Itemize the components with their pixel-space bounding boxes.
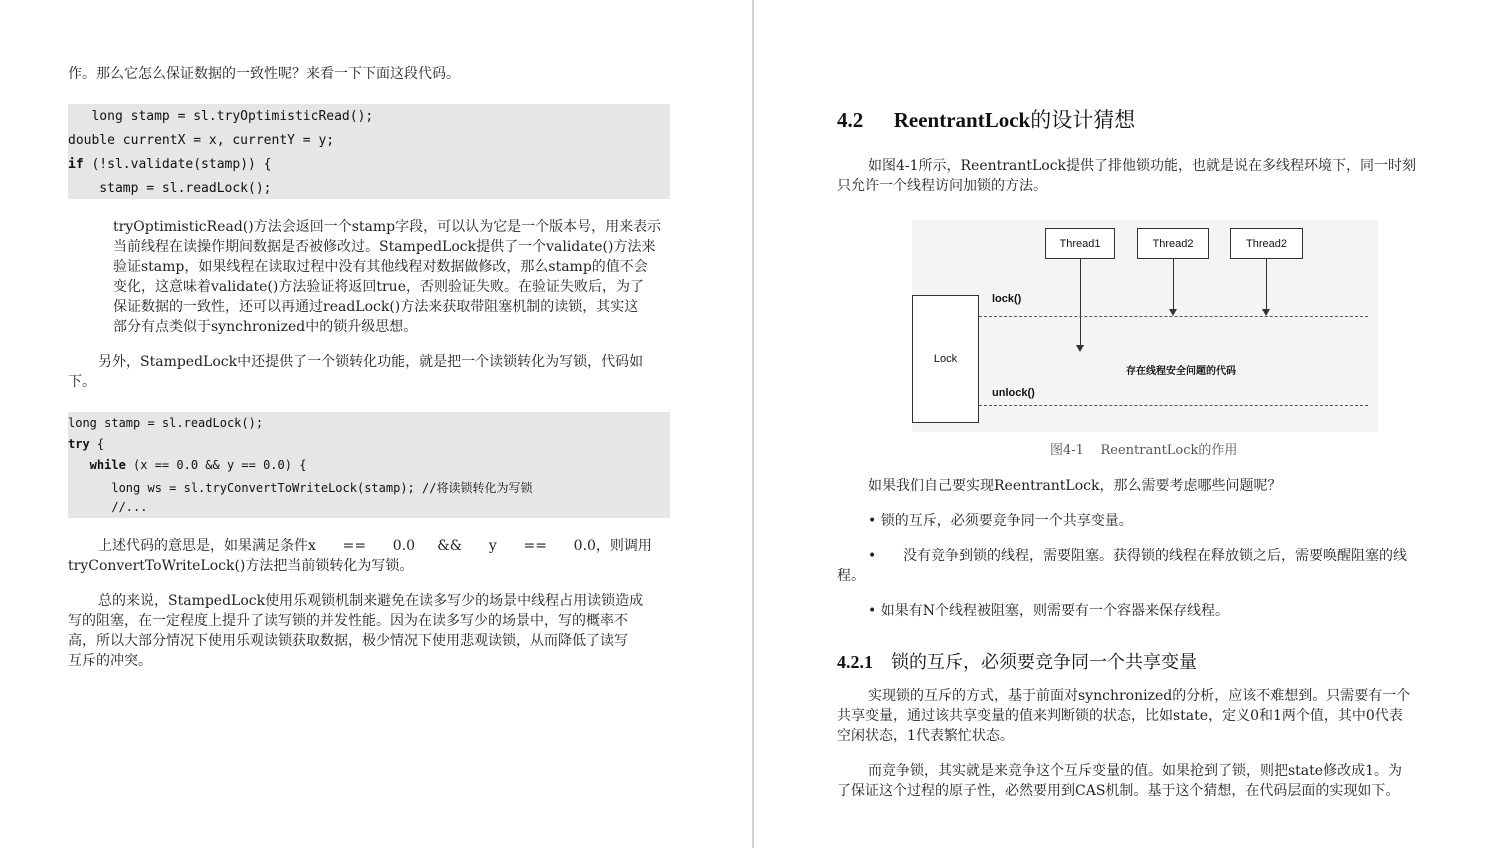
convert-paragraph-line: 另外，StampedLock中还提供了一个锁转化功能，就是把一个读锁转化为写锁，代码如 xyxy=(98,354,644,370)
summary-line: 总的来说，StampedLock使用乐观锁机制来避免在读多写少的场景中线程占用读锁造成 xyxy=(98,593,644,609)
intro-paragraph: 作。那么它怎么保证数据的一致性呢？来看一下下面这段代码。 xyxy=(68,66,460,82)
compete-line: 了保证这个过程的原子性，必然要用到CAS机制。基于这个猜想，在代码层面的实现如下。 xyxy=(837,783,1400,799)
code-block-optimistic-read xyxy=(68,104,670,199)
note-line: 变化，这意味着validate()方法验证将返回true，否则验证失败。在验证失败后，为了 xyxy=(113,279,644,295)
summary-line: 写的阻塞，在一定程度上提升了读写锁的并发性能。因为在读多写少的场景中，写的概率不 xyxy=(68,613,628,629)
keyword: try xyxy=(68,437,90,451)
code-line: stamp = sl.readLock(); xyxy=(68,181,272,196)
code-line xyxy=(68,458,306,472)
question-paragraph: 如果我们自己要实现ReentrantLock，那么需要考虑哪些问题呢？ xyxy=(868,478,1282,494)
code-line xyxy=(68,437,104,451)
code-text: { xyxy=(89,437,105,451)
arrow-head xyxy=(1169,309,1177,316)
impl-line: 共享变量，通过该共享变量的值来判断锁的状态，比如state，定义0和1两个值，其中0代表 xyxy=(837,708,1403,724)
arrow-head xyxy=(1262,309,1270,316)
meaning-paragraph-line: tryConvertToWriteLock()方法把当前锁转化为写锁。 xyxy=(68,558,414,574)
subsection-title: 锁的互斥，必须要竞争同一个共享变量 xyxy=(891,652,1197,672)
code-line xyxy=(68,157,272,172)
lock-dashed-line xyxy=(979,316,1368,317)
impl-line: 实现锁的互斥的方式，基于前面对synchronized的分析，应该不难想到。只需要有一个 xyxy=(868,688,1411,704)
thread2-box: Thread2 xyxy=(1137,228,1209,259)
arrow-head xyxy=(1076,345,1084,352)
summary-line: 互斥的冲突。 xyxy=(68,653,152,669)
thread1-box: Thread1 xyxy=(1045,228,1115,259)
bullet-item: • 如果有N个线程被阻塞，则需要有一个容器来保存线程。 xyxy=(868,603,1229,619)
code-line: //... xyxy=(68,500,148,514)
note-line: 部分有点类似于synchronized中的锁升级思想。 xyxy=(113,319,418,335)
code-text: (x == 0.0 && y == 0.0) { xyxy=(125,458,307,472)
code-line: long ws = sl.tryConvertToWriteLock(stamp); //将读锁转化为写锁 xyxy=(68,481,533,495)
critical-section-label: 存在线程安全问题的代码 xyxy=(1126,366,1236,377)
bullet-item-continuation: 程。 xyxy=(837,568,865,584)
code-line: long stamp = sl.readLock(); xyxy=(68,416,264,430)
figure-intro-line: 如图4-1所示，ReentrantLock提供了排他锁功能，也就是说在多线程环境下，同一时刻 xyxy=(868,158,1417,174)
keyword: if xyxy=(68,157,84,172)
convert-paragraph-line: 下。 xyxy=(68,374,96,390)
code-line: double currentX = x, currentY = y; xyxy=(68,133,335,148)
thread3-arrow-line xyxy=(1266,259,1267,309)
impl-line: 空闲状态，1代表繁忙状态。 xyxy=(837,728,1014,744)
section-number: 4.2 xyxy=(837,108,864,132)
subsection-heading xyxy=(837,648,1197,674)
thread1-arrow-line xyxy=(1080,259,1081,345)
code-text: (!sl.validate(stamp)) { xyxy=(83,157,272,172)
code-block-convert-lock xyxy=(68,412,670,518)
unlock-label: unlock() xyxy=(992,387,1035,399)
note-line: 当前线程在读操作期间数据是否被修改过。StampedLock提供了一个validate()方法来 xyxy=(113,239,656,255)
bullet-item: • 没有竞争到锁的线程，需要阻塞。获得锁的线程在释放锁之后，需要唤醒阻塞的线 xyxy=(868,548,1407,564)
section-heading xyxy=(837,104,1135,134)
section-title-en: ReentrantLock xyxy=(893,108,1031,132)
keyword: while xyxy=(68,458,126,472)
figure-intro-line: 只允许一个线程访问加锁的方法。 xyxy=(837,178,1047,194)
compete-line: 而竞争锁，其实就是来竞争这个互斥变量的值。如果抢到了锁，则把state修改成1。为 xyxy=(868,763,1402,779)
unlock-dashed-line xyxy=(979,405,1368,406)
subsection-number: 4.2.1 xyxy=(837,652,873,672)
lock-box: Lock xyxy=(912,295,979,423)
thread2-arrow-line xyxy=(1173,259,1174,309)
bullet-item: • 锁的互斥，必须要竞争同一个共享变量。 xyxy=(868,513,1133,529)
note-line: 验证stamp，如果线程在读取过程中没有其他线程对数据做修改，那么stamp的值不会 xyxy=(113,259,648,275)
thread3-box: Thread2 xyxy=(1230,228,1303,259)
summary-line: 高，所以大部分情况下使用乐观读锁获取数据，极少情况下使用悲观读锁，从而降低了读写 xyxy=(68,633,628,649)
note-line: tryOptimisticRead()方法会返回一个stamp字段，可以认为它是一个版本号，用来表示 xyxy=(113,219,662,235)
lock-label: lock() xyxy=(992,293,1022,305)
note-line: 保证数据的一致性，还可以再通过readLock()方法来获取带阻塞机制的读锁，其实这 xyxy=(113,299,639,315)
code-line: long stamp = sl.tryOptimisticRead(); xyxy=(68,109,374,124)
figure-caption: 图4-1 ReentrantLock的作用 xyxy=(1050,443,1238,458)
meaning-paragraph-line: 上述代码的意思是，如果满足条件x == 0.0 && y == 0.0，则调用 xyxy=(98,538,652,554)
section-title-zh: 的设计猜想 xyxy=(1030,108,1136,132)
figure-reentrantlock xyxy=(912,220,1378,432)
